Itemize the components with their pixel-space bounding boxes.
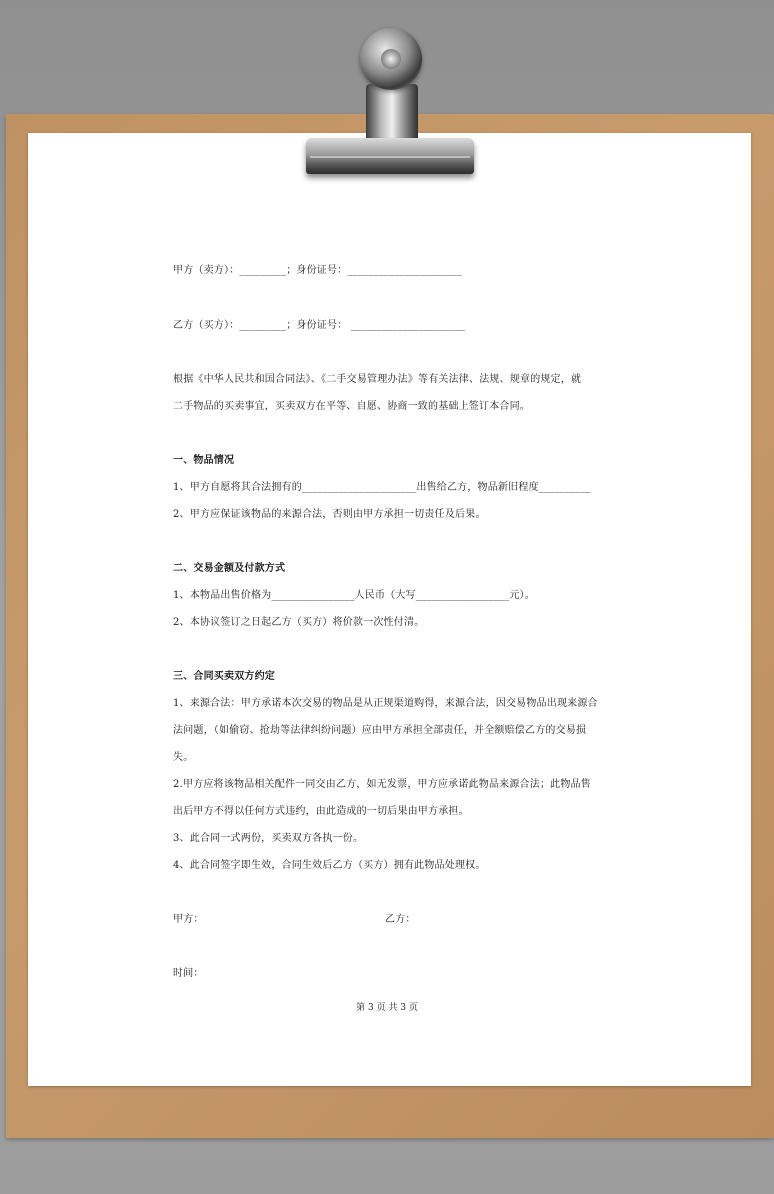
section-3-item-4: 4、此合同签字即生效，合同生效后乙方（买方）拥有此物品处理权。 xyxy=(173,860,486,871)
section-1-title: 一、物品情况 xyxy=(173,455,235,466)
section-3-item-1-line-1: 1、来源合法：甲方承诺本次交易的物品是从正规渠道购得，来源合法，因交易物品出现来源合 xyxy=(173,698,598,709)
section-3-item-1-line-3: 失。 xyxy=(173,752,194,763)
section-2-item-1: 1、本物品出售价格为________________人民币（大写__________________元）。 xyxy=(173,590,535,601)
section-3-title: 三、合同买卖双方约定 xyxy=(173,671,275,682)
section-3-item-1-line-2: 法问题，（如偷窃、抢劫等法律纠纷问题）应由甲方承担全部责任，并全额赔偿乙方的交易损 xyxy=(173,725,587,736)
page-footer: 第 3 页 共 3 页 xyxy=(356,1003,418,1013)
signature-time: 时间： xyxy=(173,968,204,979)
section-3-item-2-line-2: 出后甲方不得以任何方式违约，由此造成的一切后果由甲方承担。 xyxy=(173,806,469,817)
signature-party-b: 乙方： xyxy=(385,914,416,925)
section-1-item-1: 1、甲方自愿将其合法拥有的______________________出售给乙方，物品新旧程度__________ xyxy=(173,482,591,493)
section-1-item-2: 2、甲方应保证该物品的来源合法，否则由甲方承担一切责任及后果。 xyxy=(173,509,486,520)
buyer-line: 乙方（买方）：_________；身份证号： ______________________ xyxy=(173,320,466,331)
seller-line: 甲方（卖方）：_________；身份证号：______________________ xyxy=(173,265,462,276)
intro-line-1: 根据《中华人民共和国合同法》、《二手交易管理办法》等有关法律、法规、规章的规定，就 xyxy=(173,374,582,385)
section-2-title: 二、交易金额及付款方式 xyxy=(173,563,286,574)
section-3-item-3: 3、此合同一式两份，买卖双方各执一份。 xyxy=(173,833,364,844)
clip-neck xyxy=(366,84,418,144)
section-3-item-2-line-1: 2.甲方应将该物品相关配件一同交由乙方，如无发票，甲方应承诺此物品来源合法；此物品售 xyxy=(173,779,591,790)
clip-ring xyxy=(360,28,422,90)
section-2-item-2: 2、本协议签订之日起乙方（买方）将价款一次性付清。 xyxy=(173,617,425,628)
clip-base xyxy=(306,138,474,174)
signature-party-a: 甲方： xyxy=(173,914,204,925)
intro-line-2: 二手物品的买卖事宜，买卖双方在平等、自愿、协商一致的基础上签订本合同。 xyxy=(173,401,530,412)
